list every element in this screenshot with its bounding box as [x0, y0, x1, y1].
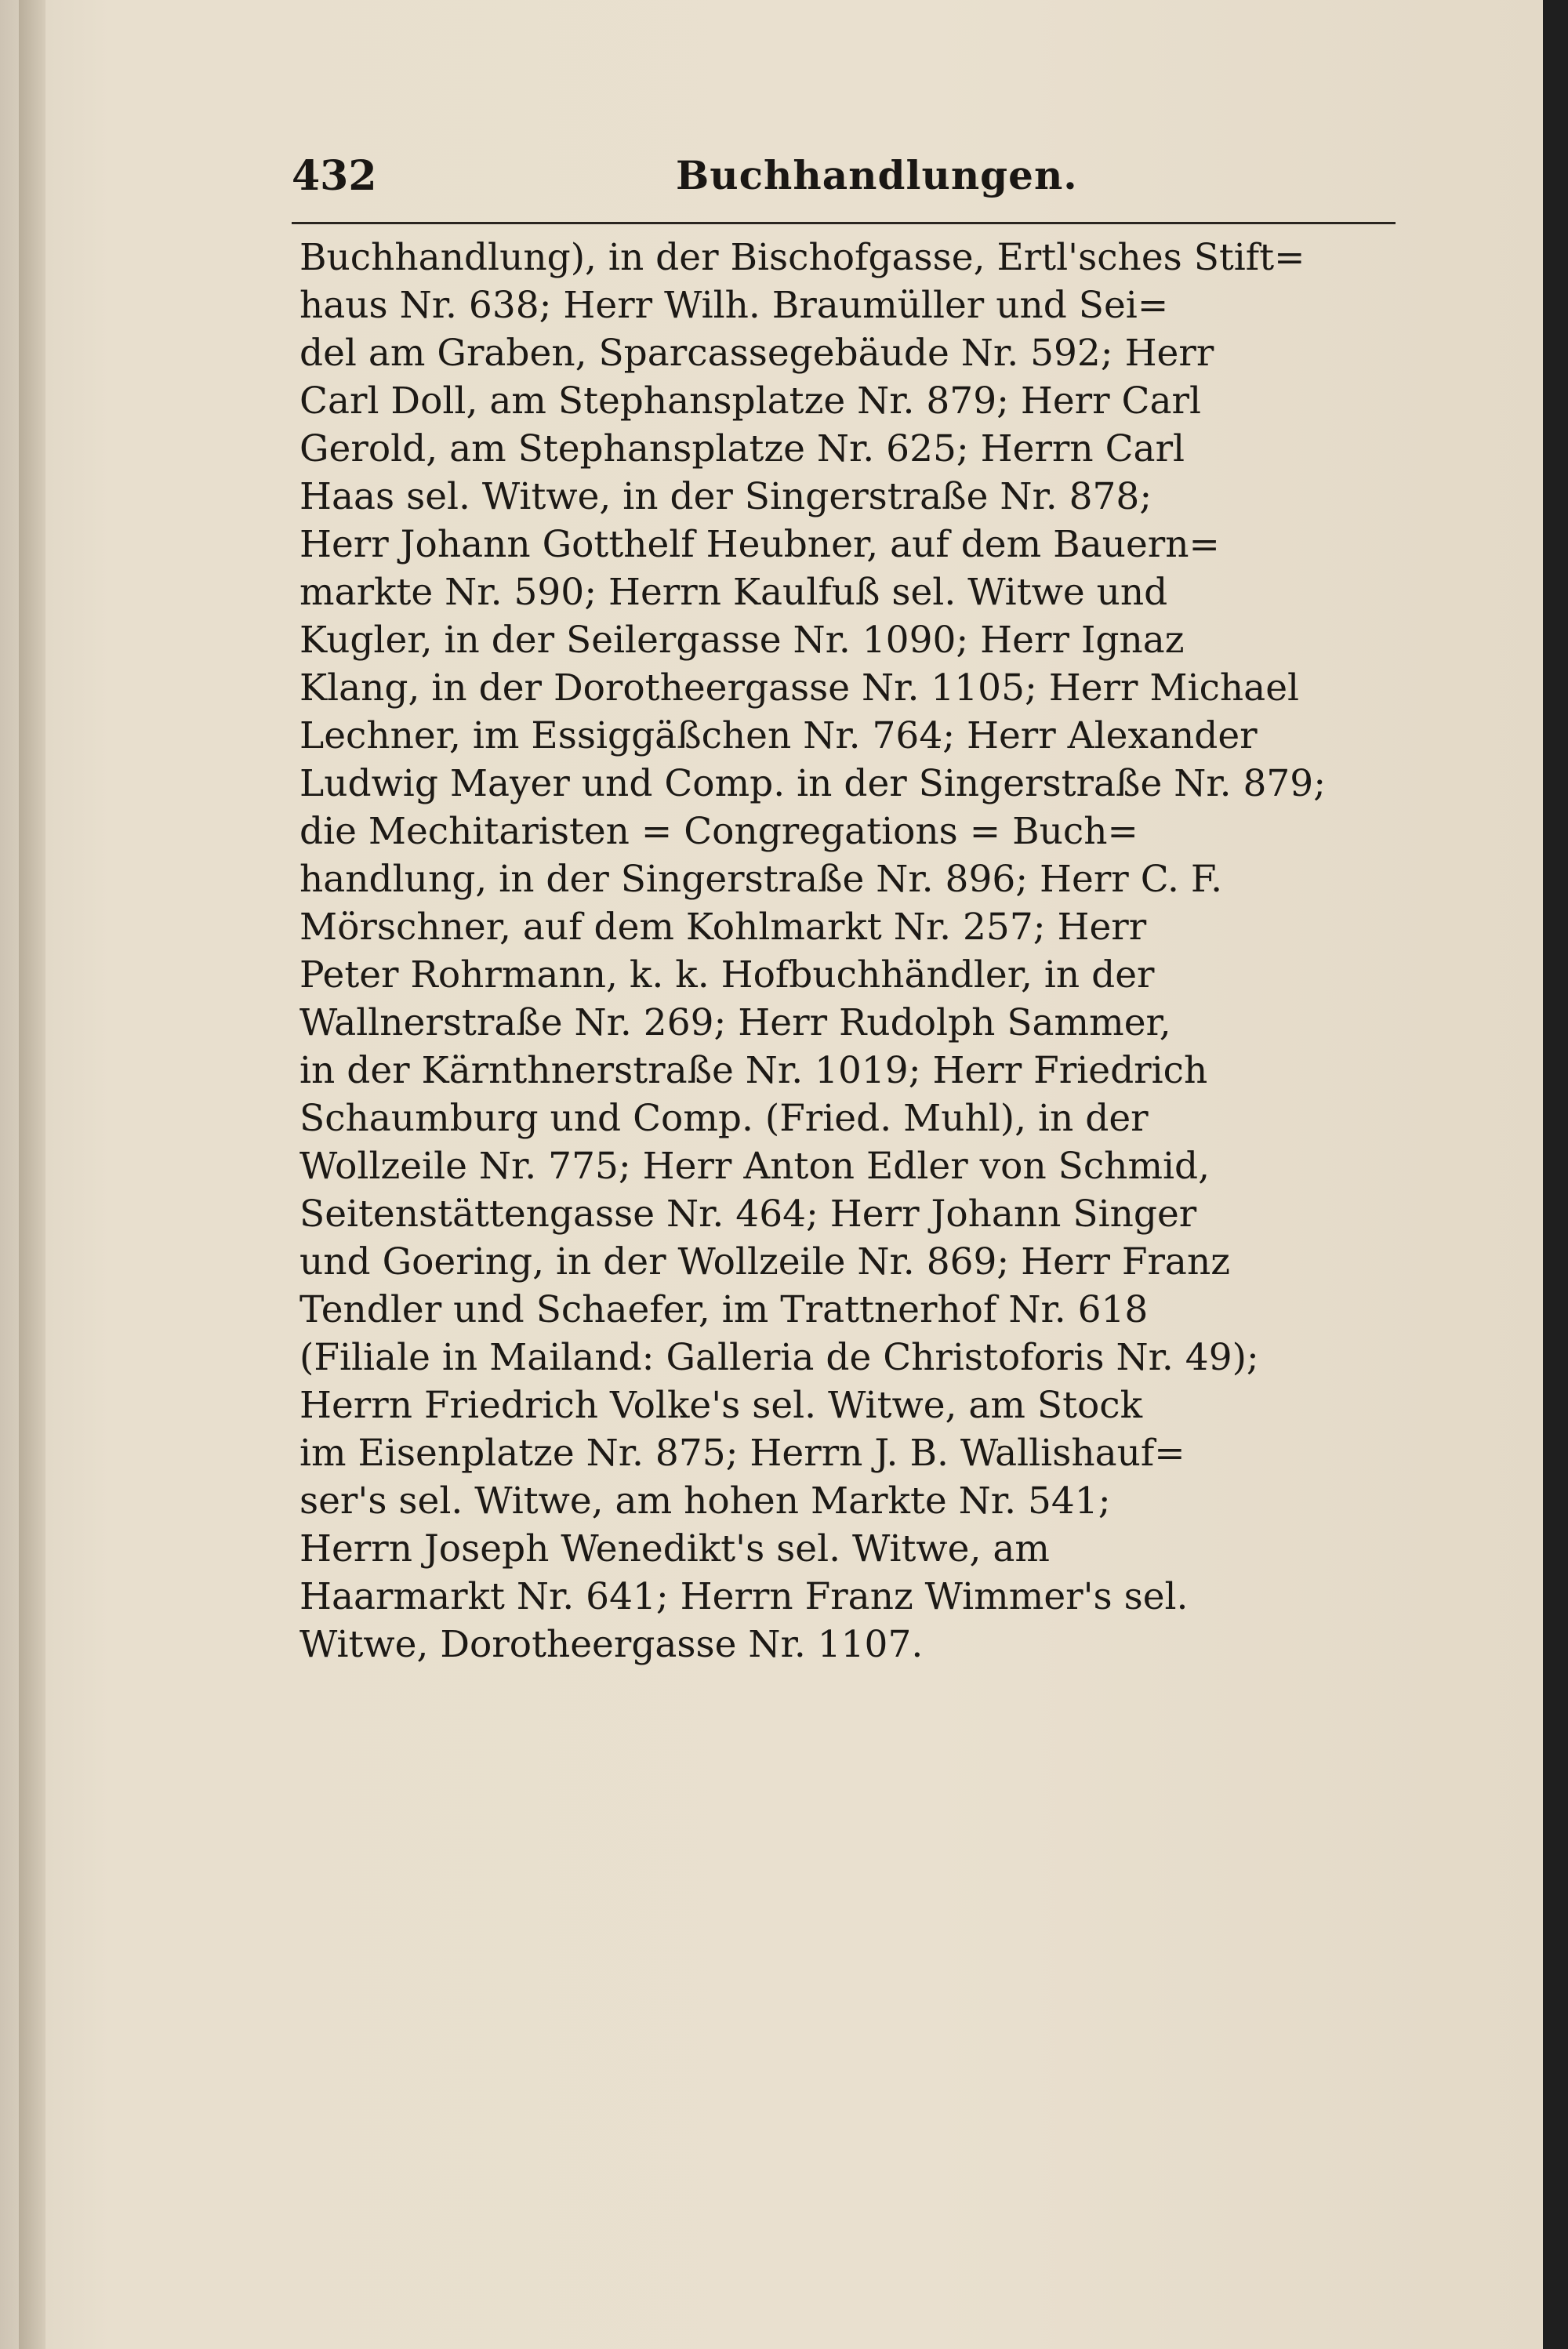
- text-line: Herr Johann Gotthelf Heubner, auf dem Bauern=: [299, 523, 1220, 566]
- text-line: Wollzeile Nr. 775; Herr Anton Edler von Schmid,: [299, 1145, 1210, 1188]
- binding-gutter: [19, 0, 45, 2349]
- page-number: 432: [292, 152, 377, 200]
- text-line: Haas sel. Witwe, in der Singerstraße Nr. 878;: [299, 475, 1152, 518]
- text-line: Buchhandlung), in der Bischofgasse, Ertl'sches Stift=: [299, 236, 1305, 279]
- text-line: Klang, in der Dorotheergasse Nr. 1105; Herr Michael: [299, 666, 1300, 710]
- text-line: Herrn Friedrich Volke's sel. Witwe, am Stock: [299, 1384, 1143, 1427]
- text-line: haus Nr. 638; Herr Wilh. Braumüller und Sei=: [299, 284, 1169, 327]
- text-line: del am Graben, Sparcassegebäude Nr. 592; Herr: [299, 332, 1214, 375]
- section-title: Buchhandlungen.: [676, 152, 1078, 198]
- text-line: Herrn Joseph Wenedikt's sel. Witwe, am: [299, 1527, 1050, 1570]
- text-line: markte Nr. 590; Herrn Kaulfuß sel. Witwe und: [299, 571, 1168, 614]
- text-line: im Eisenplatze Nr. 875; Herrn J. B. Wallishauf=: [299, 1432, 1185, 1475]
- text-line: Schaumburg und Comp. (Fried. Muhl), in der: [299, 1097, 1149, 1140]
- text-line: Gerold, am Stephansplatze Nr. 625; Herrn Carl: [299, 427, 1185, 470]
- running-head: [292, 152, 1389, 207]
- text-line: Lechner, im Essiggäßchen Nr. 764; Herr Alexander: [299, 714, 1258, 757]
- text-line: Ludwig Mayer und Comp. in der Singerstraße Nr. 879;: [299, 762, 1327, 805]
- text-line: handlung, in der Singerstraße Nr. 896; Herr C. F.: [299, 858, 1223, 901]
- text-line: ser's sel. Witwe, am hohen Markte Nr. 541;: [299, 1479, 1111, 1523]
- text-line: die Mechitaristen = Congregations = Buch=: [299, 810, 1138, 853]
- text-line: Mörschner, auf dem Kohlmarkt Nr. 257; Herr: [299, 906, 1147, 949]
- text-line: und Goering, in der Wollzeile Nr. 869; Herr Franz: [299, 1240, 1230, 1283]
- text-line: Haarmarkt Nr. 641; Herrn Franz Wimmer's sel.: [299, 1575, 1189, 1618]
- text-line: Witwe, Dorotheergasse Nr. 1107.: [299, 1623, 924, 1666]
- header-rule: [292, 222, 1396, 224]
- text-line: Wallnerstraße Nr. 269; Herr Rudolph Sammer,: [299, 1001, 1171, 1044]
- text-line: (Filiale in Mailand: Galleria de Christoforis Nr. 49);: [299, 1336, 1259, 1379]
- text-line: Kugler, in der Seilergasse Nr. 1090; Herr Ignaz: [299, 619, 1185, 662]
- body-text: [299, 234, 1405, 1668]
- text-line: in der Kärnthnerstraße Nr. 1019; Herr Friedrich: [299, 1049, 1208, 1092]
- text-line: Seitenstättengasse Nr. 464; Herr Johann Singer: [299, 1193, 1197, 1236]
- text-line: Peter Rohrmann, k. k. Hofbuchhändler, in der: [299, 953, 1155, 997]
- text-line: Tendler und Schaefer, im Trattnerhof Nr. 618: [299, 1288, 1149, 1331]
- text-line: Carl Doll, am Stephansplatze Nr. 879; Herr Carl: [299, 379, 1202, 423]
